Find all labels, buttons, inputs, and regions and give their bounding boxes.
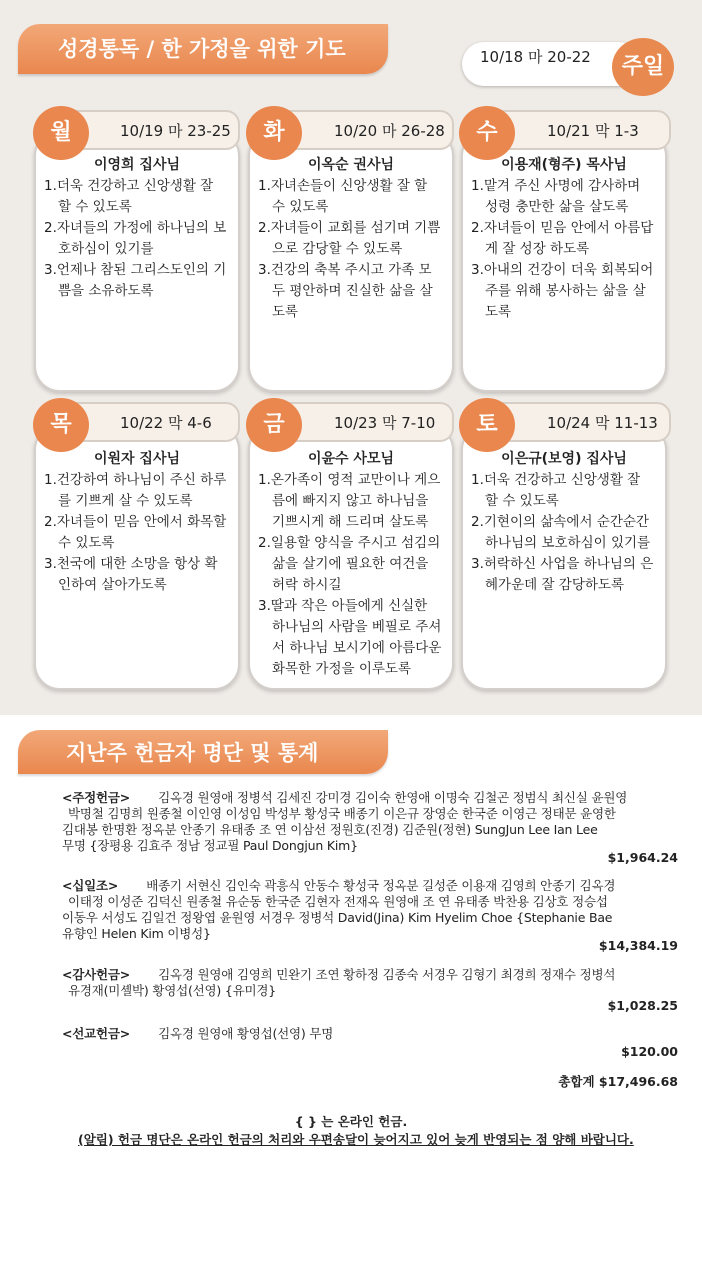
sunday-badge: 주일 (612, 38, 674, 96)
offering-total: 총합계 $17,496.68 (558, 1074, 678, 1089)
prayer-list (250, 174, 452, 323)
prayer-list (36, 468, 238, 596)
prayer-item: 2.자녀들의 가정에 하나님의 보호하심이 있기를 (44, 220, 227, 257)
prayer-item: 3.건강의 축복 주시고 가족 모두 평안하며 진실한 삶을 살도록 (258, 262, 433, 320)
prayer-list (36, 174, 238, 302)
offering-names: 배종기 서현신 김인숙 곽흥식 안동수 황성국 정옥분 길성준 이용재 김영희 안종기 김옥경 (146, 878, 616, 893)
notice: (알림) 헌금 명단은 온라인 헌금의 처리와 우편송달이 늦어지고 있어 늦게 반영되는 점 양해 바랍니다. (78, 1132, 634, 1147)
prayer-item: 2.기현이의 삶속에서 순간순간 하나님의 보호하심이 있기를 (471, 514, 651, 551)
prayer-name: 이용재(형주) 목사님 (501, 157, 627, 173)
offering-amount: $14,384.19 (598, 938, 678, 953)
prayer-item: 1.더욱 건강하고 신앙생활 잘 할 수 있도록 (44, 178, 214, 215)
offering-amount: $1,964.24 (607, 850, 678, 865)
offering-amount: $1,028.25 (607, 998, 678, 1013)
online-note: { } 는 온라인 헌금. (294, 1114, 408, 1129)
prayer-name: 이영희 집사님 (93, 157, 181, 173)
prayer-item: 1.건강하여 하나님이 주신 하루를 기쁘게 살 수 있도록 (44, 472, 227, 509)
day-card-tue (248, 130, 454, 392)
prayer-item: 1.더욱 건강하고 신앙생활 잘 할 수 있도록 (471, 472, 641, 509)
offering-section-sunday (62, 790, 682, 854)
day-badge-tue: 화 (246, 106, 302, 160)
offering-names: 박명철 김명희 원종철 이인영 이성임 박성부 황성국 배종기 이은규 장영순 한국준 이영근 정태문 윤영한 (68, 806, 616, 821)
prayer-list (463, 468, 665, 596)
day-card-fri (248, 424, 454, 690)
day-header-fri: 10/23 막 7-10 (264, 402, 454, 442)
prayer-item: 2.자녀들이 믿음 안에서 화목할 수 있도록 (44, 514, 227, 551)
prayer-list (250, 468, 452, 680)
prayer-item: 3.딸과 작은 아들에게 신실한 하나님의 사람을 베필로 주셔서 하나님 보시기에 아름다운 화목한 가정을 이루도록 (258, 598, 442, 677)
day-badge-wed: 수 (459, 106, 515, 160)
offering-names: 이태정 이성준 김덕신 원종철 유순동 한국준 김현자 전재옥 원영애 조 연 유태종 박찬용 김상호 정승섭 (68, 894, 608, 909)
offering-section-tithe (62, 878, 682, 942)
prayer-item: 2.일용할 양식을 주시고 섬김의 삶을 살기에 필요한 여건을 허락 하시길 (258, 535, 441, 593)
sunday-passage: 10/18 마 20-22 (462, 42, 640, 86)
offering-section-thanks (62, 967, 682, 999)
prayer-item: 3.아내의 건강이 더욱 회복되어 주를 위해 봉사하는 삶을 살도록 (471, 262, 654, 320)
prayer-list (463, 174, 665, 323)
reading-title: 성경통독 / 한 가정을 위한 기도 (18, 24, 388, 74)
offering-label: <선교헌금> (62, 1026, 131, 1041)
offering-section-mission (62, 1026, 682, 1042)
day-header-thu: 10/22 막 4-6 (50, 402, 240, 442)
offering-names: 김옥경 원영애 김영희 민완기 조연 황하정 김종숙 서경우 김형기 최경희 정재수 정병석 (158, 967, 616, 982)
offering-label: <주정헌금> (62, 790, 131, 805)
offering-names: 김옥경 원영애 황영섭(선영) 무명 (158, 1026, 334, 1041)
day-badge-thu: 목 (33, 398, 89, 452)
prayer-item: 2.자녀들이 믿음 안에서 아름답게 잘 성장 하도록 (471, 220, 654, 257)
prayer-name: 이은규(보영) 집사님 (501, 451, 627, 467)
day-header-mon: 10/19 마 23-25 (50, 110, 240, 150)
day-header-wed: 10/21 막 1-3 (477, 110, 671, 150)
day-card-sat (461, 424, 667, 690)
day-card-wed (461, 130, 667, 392)
prayer-item: 1.자녀손들이 신앙생활 잘 할 수 있도록 (258, 178, 428, 215)
prayer-name: 이옥순 권사님 (307, 157, 395, 173)
offering-names: 유향인 Helen Kim 이병성} (62, 926, 211, 941)
prayer-item: 3.천국에 대한 소망을 항상 확인하여 살아가도록 (44, 556, 218, 593)
day-badge-mon: 월 (33, 106, 89, 160)
prayer-item: 1.온가족이 영적 교만이나 게으름에 빠지지 않고 하나님을 기쁘시게 해 드리며 살도록 (258, 472, 441, 530)
offering-names: 무명 {장평용 김효주 정남 정교필 Paul Dongjun Kim} (62, 838, 358, 853)
day-header-sat: 10/24 막 11-13 (477, 402, 671, 442)
offering-names: 김옥경 원영애 정병석 김세진 강미경 김이숙 한영애 이명숙 김철곤 정범식 최신실 윤원영 (158, 790, 628, 805)
prayer-item: 2.자녀들이 교회를 섬기며 기쁨으로 감당할 수 있도록 (258, 220, 441, 257)
offering-label: <감사헌금> (62, 967, 131, 982)
offering-amount: $120.00 (621, 1044, 678, 1059)
day-badge-sat: 토 (459, 398, 515, 452)
offering-title: 지난주 헌금자 명단 및 통계 (18, 730, 388, 774)
prayer-name: 이원자 집사님 (93, 451, 181, 467)
day-header-tue: 10/20 마 26-28 (264, 110, 454, 150)
day-card-thu (34, 424, 240, 690)
day-badge-fri: 금 (246, 398, 302, 452)
offering-names: 이동우 서성도 김일건 정왕엽 윤원영 서경우 정병석 David(Jina) Kim Hyelim Choe {Stephanie Bae (62, 910, 613, 925)
prayer-item: 3.허락하신 사업을 하나님의 은혜가운데 잘 감당하도록 (471, 556, 654, 593)
prayer-name: 이윤수 사모님 (307, 451, 395, 467)
prayer-item: 1.맡겨 주신 사명에 감사하며 성령 충만한 삶을 살도록 (471, 178, 641, 215)
offering-names: 유경재(미셸박) 황영섭(선영) {유미경} (68, 983, 277, 998)
day-card-mon (34, 130, 240, 392)
offering-label: <십일조> (62, 878, 119, 893)
prayer-item: 3.언제나 참된 그리스도인의 기쁨을 소유하도록 (44, 262, 227, 299)
offering-names: 김대봉 한명환 정옥분 안종기 유태종 조 연 이삼선 정원호(진경) 김준원(정현) SungJun Lee Ian Lee (62, 822, 598, 837)
